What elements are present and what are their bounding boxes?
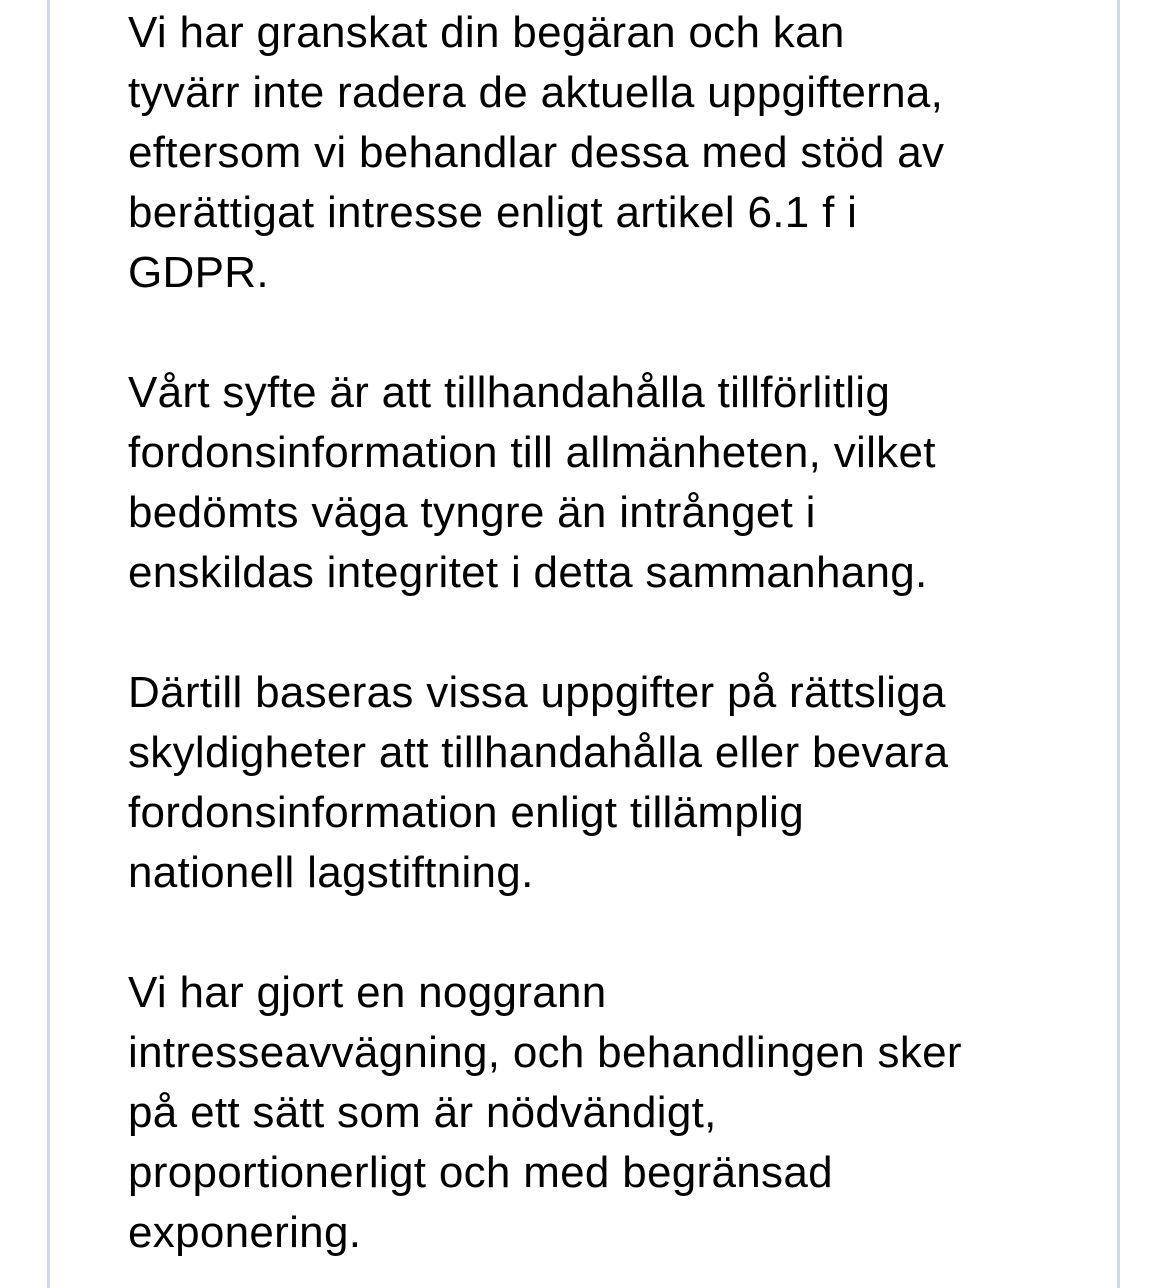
paragraph-purpose: [128, 363, 1058, 603]
paragraph-review-request: [128, 3, 1058, 303]
text-line: skyldigheter att tillhandahålla eller bevara: [128, 728, 949, 777]
text-line: Vi har gjort en noggrann: [128, 968, 607, 1017]
text-line: intresseavvägning, och behandlingen sker: [128, 1028, 962, 1077]
text-line: nationell lagstiftning.: [128, 848, 534, 897]
text-line: Vi har granskat din begäran och kan: [128, 8, 845, 57]
quote-border-left: [47, 0, 50, 1288]
text-line: enskildas integritet i detta sammanhang.: [128, 548, 928, 597]
quote-border-right: [1117, 0, 1120, 1288]
email-body-text: [128, 3, 1058, 1263]
text-line: fordonsinformation till allmänheten, vilket: [128, 428, 936, 477]
paragraph-legal-obligations: [128, 663, 1058, 903]
text-line: på ett sätt som är nödvändigt,: [128, 1088, 717, 1137]
text-line: Därtill baseras vissa uppgifter på rättsliga: [128, 668, 946, 717]
text-line: tyvärr inte radera de aktuella uppgifterna,: [128, 68, 944, 117]
paragraph-balancing-of-interests: [128, 963, 1058, 1263]
text-line: proportionerligt och med begränsad: [128, 1148, 833, 1197]
text-line: GDPR.: [128, 248, 269, 297]
text-line: exponering.: [128, 1208, 362, 1257]
text-line: eftersom vi behandlar dessa med stöd av: [128, 128, 945, 177]
text-line: bedömts väga tyngre än intrånget i: [128, 488, 816, 537]
text-line: Vårt syfte är att tillhandahålla tillförlitlig: [128, 368, 891, 417]
text-line: berättigat intresse enligt artikel 6.1 f i: [128, 188, 858, 237]
text-line: fordonsinformation enligt tillämplig: [128, 788, 805, 837]
